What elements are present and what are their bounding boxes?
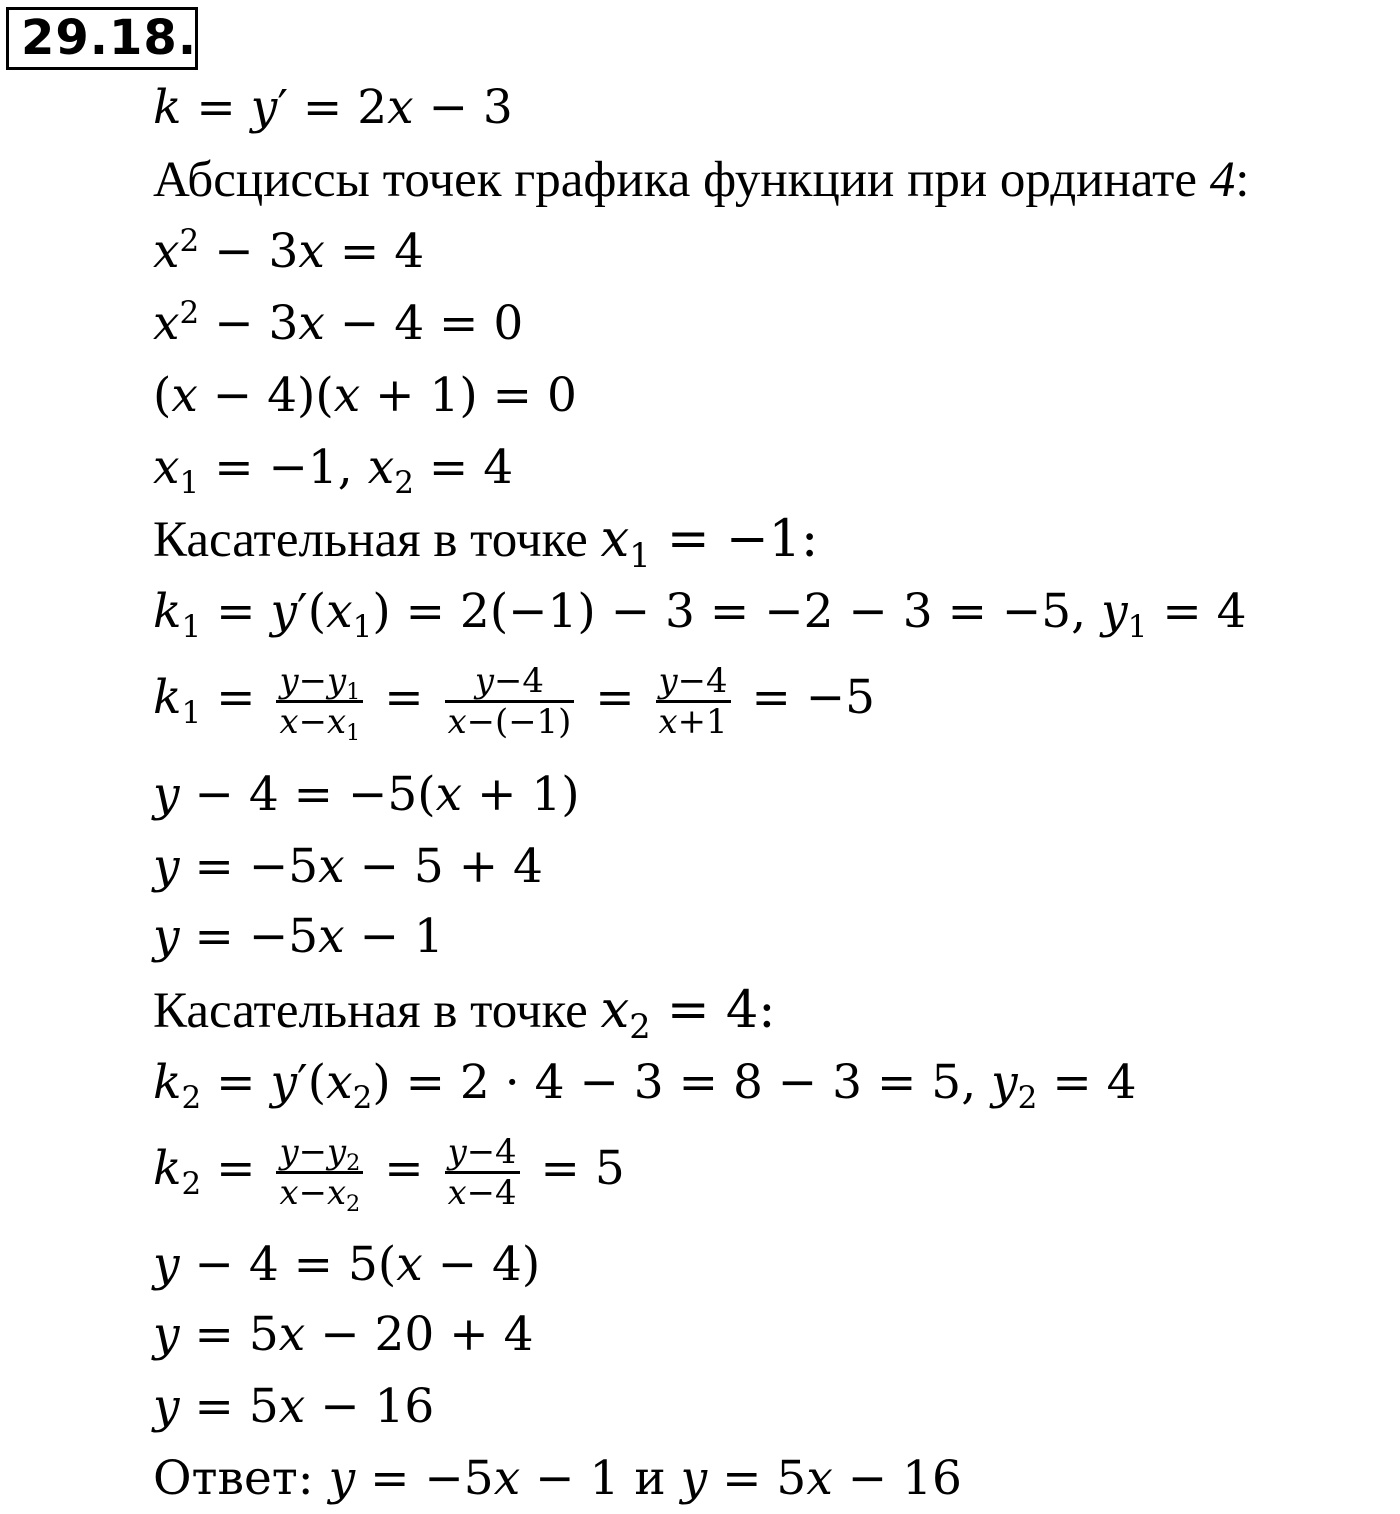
fraction: $\frac{y-4}{x-4}$ — [445, 1133, 520, 1212]
solution-line: Ответ: y = −5x − 1 и y = 5x − 16 — [153, 1451, 962, 1506]
problem-number-box — [6, 7, 198, 70]
solution-line: y = 5x − 20 + 4 — [153, 1307, 534, 1362]
solution-line: $x_1 = -1$, $x_2 = 4$ — [153, 440, 514, 501]
fraction: $\frac{y-y_1}{x-x_1}$ — [276, 662, 363, 741]
solution-line: $k_1 = y'(x_1) = 2(-1) - 3 = -2 - 3 = -5$, $y_1 = 4$ — [153, 584, 1247, 645]
problem-number: 29.18. — [21, 10, 198, 66]
solution-line: y = 5x − 16 — [153, 1379, 435, 1434]
solution-line: Абсциссы точек графика функции при ординате 4: — [153, 152, 1250, 208]
fraction: $\frac{y-4}{x+1}$ — [656, 662, 731, 741]
solution-line: $x^2 - 3x = 4$ — [153, 222, 425, 279]
solution-line: $k_2$ = $\frac{y-y_2}{x-x_2}$ = $\frac{y-4}{x-4}$ = 5 — [153, 1131, 625, 1217]
solution-line: y = −5x − 1 — [153, 909, 444, 964]
solution-line: $k_1$ = $\frac{y-y_1}{x-x_1}$ = $\frac{y-4}{x-(-1)}$ = $\frac{y-4}{x+1}$ = −5 — [153, 660, 876, 746]
solution-line: Касательная в точке $x_1 = -1$: — [153, 510, 819, 575]
solution-line: y = −5x − 5 + 4 — [153, 839, 543, 894]
solution-line: $k_2 = y'(x_2) = 2 \cdot 4 - 3 = 8 - 3 = 5$, $y_2 = 4$ — [153, 1055, 1137, 1116]
solution-line: y − 4 = 5(x − 4) — [153, 1237, 541, 1292]
solution-line: k = y′ = 2x − 3 — [153, 80, 513, 135]
fraction: $\frac{y-4}{x-(-1)}$ — [445, 662, 575, 741]
solution-line: $x^2 - 3x - 4 = 0$ — [153, 294, 524, 351]
solution-line: (x − 4)(x + 1) = 0 — [153, 368, 577, 423]
solution-line: y − 4 = −5(x + 1) — [153, 767, 580, 822]
solution-line: Касательная в точке $x_2 = 4$: — [153, 981, 776, 1046]
fraction: $\frac{y-y_2}{x-x_2}$ — [276, 1133, 363, 1212]
